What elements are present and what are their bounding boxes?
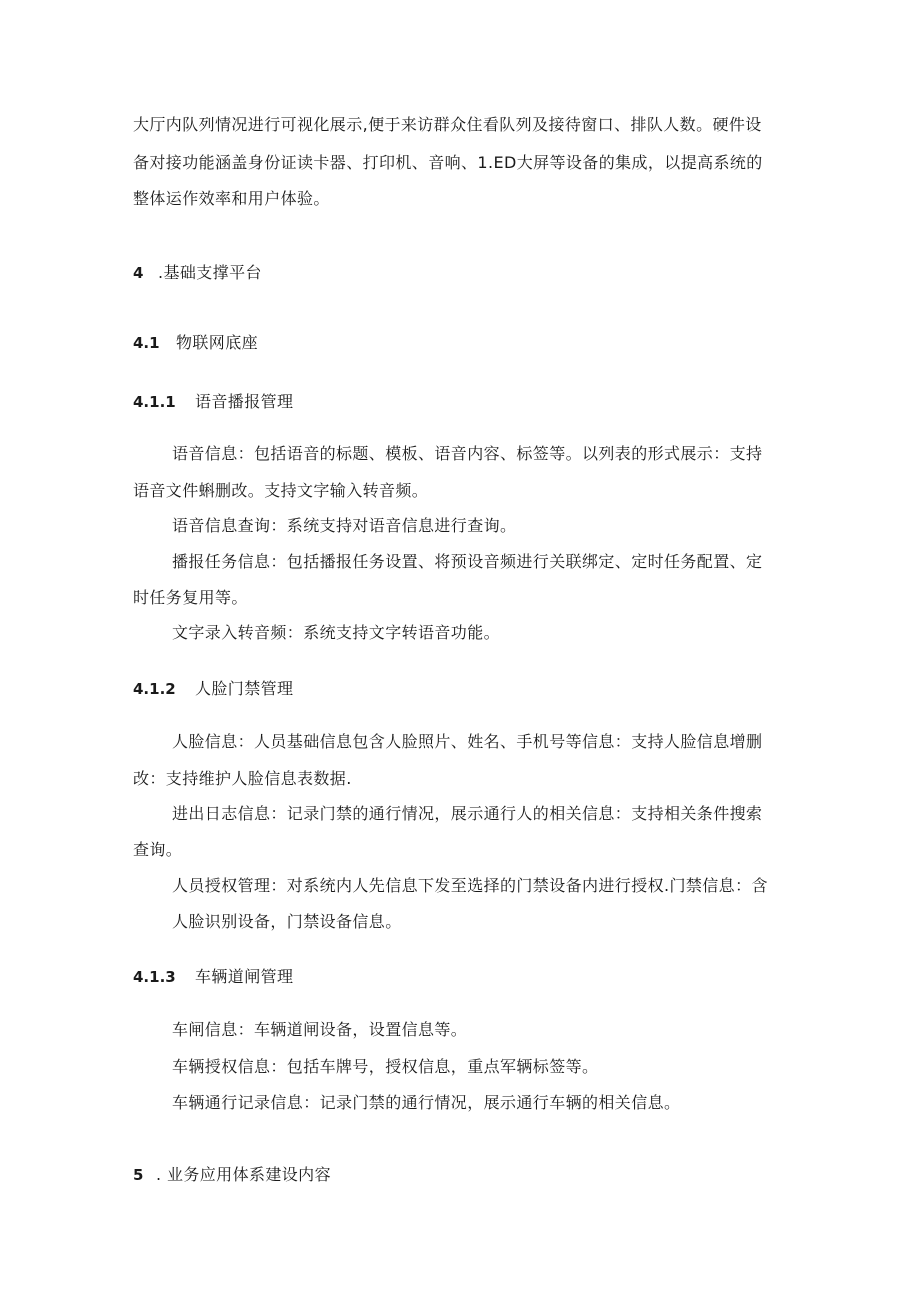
s411-line-4: 播报任务信息：包括播报任务设置、将预设音频进行关联绑定、定时任务配置、定 — [172, 552, 763, 571]
section-4-1-title: 物联网底座 — [176, 333, 259, 352]
s412-line-6: 人脸识别设备，门禁设备信息。 — [172, 912, 402, 931]
s411-line-3: 语音信息查询：系统支持对语音信息进行查询。 — [172, 516, 517, 535]
intro-line-2: 备对接功能涵盖身份证读卡器、打印机、音响、1.ED大屏等设备的集成，以提高系统的 — [133, 153, 763, 172]
section-4-1-3-title: 车辆道闸管理 — [195, 967, 294, 986]
section-4-1-number: 4.1 — [133, 334, 160, 352]
section-4-1-2-title: 人脸门禁管理 — [195, 679, 294, 698]
section-5-title: . 业务应用体系建设内容 — [156, 1165, 331, 1184]
s413-line-1: 车闸信息：车辆道闸设备，设置信息等。 — [172, 1020, 468, 1039]
intro-line-1: 大厅内队列情况进行可视化展示,便于来访群众住看队列及接待窗口、排队人数。硬件设 — [133, 115, 762, 134]
s413-line-3: 车辆通行记录信息：记录门禁的通行情况，展示通行车辆的相关信息。 — [172, 1093, 681, 1112]
intro-line-3: 整体运作效率和用户体验。 — [133, 189, 330, 208]
s412-line-2: 改：支持维护人脸信息表数据. — [133, 769, 352, 788]
s412-line-4: 查询。 — [133, 840, 183, 859]
s411-line-1: 语音信息：包括语音的标题、模板、语音内容、标签等。以列表的形式展示：支持 — [172, 444, 763, 463]
section-5-number: 5 — [133, 1166, 144, 1184]
s412-line-3: 进出日志信息：记录门禁的通行情况，展示通行人的相关信息：支持相关条件搜索 — [172, 804, 763, 823]
section-4-title: .基础支撑平台 — [158, 263, 262, 282]
s411-line-2: 语音文件蝌删改。支持文字输入转音频。 — [133, 481, 429, 500]
s411-line-5: 时任务复用等。 — [133, 588, 248, 607]
section-4-1-3-number: 4.1.3 — [133, 968, 176, 986]
section-4-number: 4 — [133, 264, 144, 282]
section-4-1-1-number: 4.1.1 — [133, 393, 176, 411]
s412-line-5: 人员授权管理：对系统内人先信息下发至选择的门禁设备内进行授权.门禁信息：含 — [172, 876, 768, 895]
section-4-1-1-title: 语音播报管理 — [195, 392, 294, 411]
s413-line-2: 车辆授权信息：包括车牌号，授权信息，重点军辆标签等。 — [172, 1057, 599, 1076]
section-4-1-2-number: 4.1.2 — [133, 680, 176, 698]
s412-line-1: 人脸信息：人员基础信息包含人脸照片、姓名、手机号等信息：支持人脸信息增删 — [172, 732, 763, 751]
s411-line-6: 文字录入转音频：系统支持文字转语音功能。 — [172, 623, 501, 642]
